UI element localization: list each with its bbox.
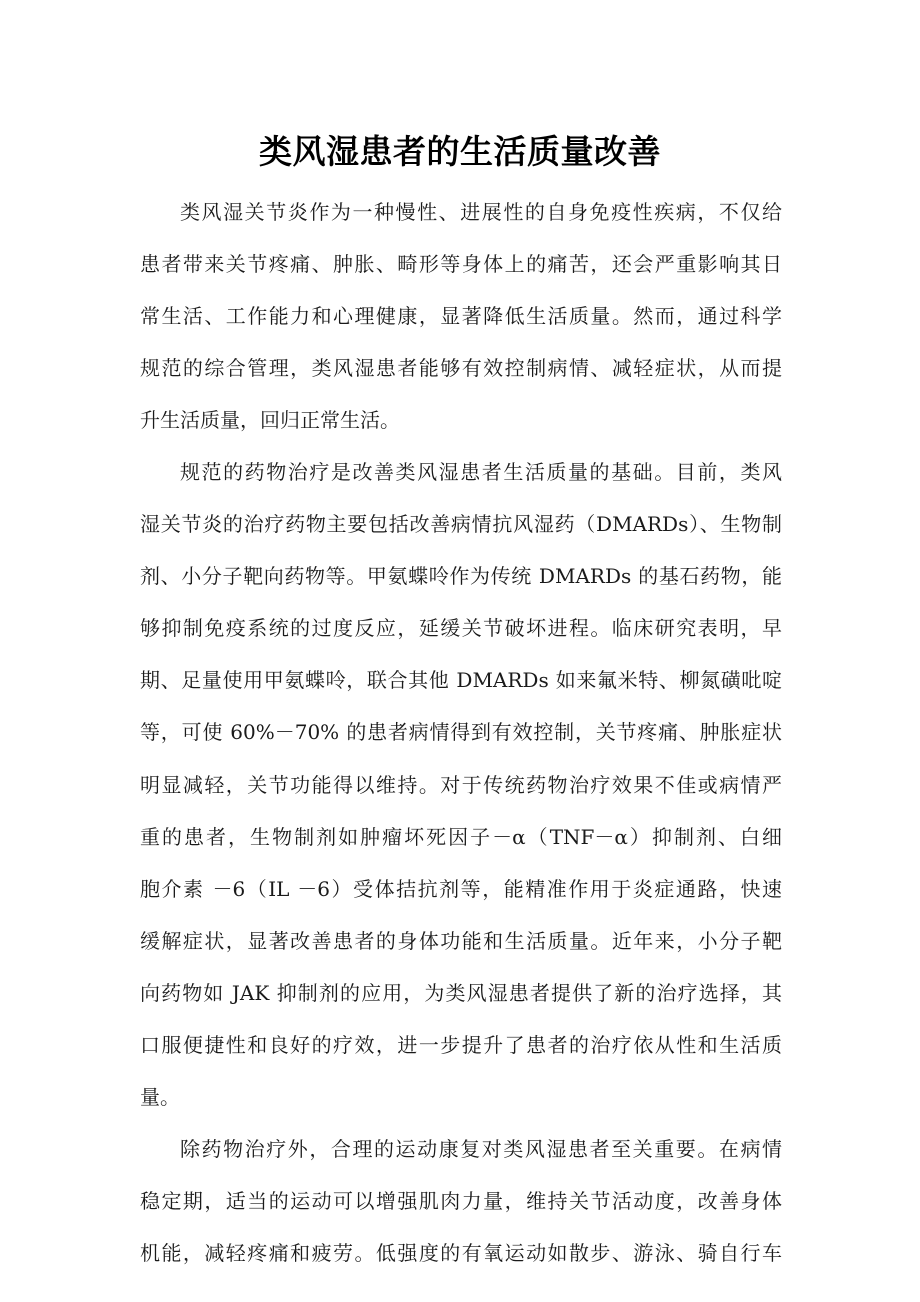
paragraph-2-line: 等，可使 60%－70% 的患者病情得到有效控制，关节疼痛、肿胀症状 <box>140 720 782 745</box>
paragraph-1-line: 类风湿关节炎作为一种慢性、进展性的自身免疫性疾病，不仅给 <box>180 200 782 224</box>
document-body <box>140 186 782 1279</box>
paragraph-2-line: 重的患者，生物制剂如肿瘤坏死因子－α（TNF－α）抑制剂、白细 <box>140 824 782 849</box>
paragraph-1-line: 常生活、工作能力和心理健康，显著降低生活质量。然而，通过科学 <box>140 304 782 329</box>
paragraph-2-line: 湿关节炎的治疗药物主要包括改善病情抗风湿药（DMARDs）、生物制 <box>140 512 782 537</box>
paragraph-2-line: 缓解症状，显著改善患者的身体功能和生活质量。近年来，小分子靶 <box>140 928 782 953</box>
paragraph-2-line: 明显减轻，关节功能得以维持。对于传统药物治疗效果不佳或病情严 <box>140 772 782 797</box>
paragraph-2-line: 够抑制免疫系统的过度反应，延缓关节破坏进程。临床研究表明，早 <box>140 616 782 641</box>
paragraph-3-line: 稳定期，适当的运动可以增强肌肉力量，维持关节活动度，改善身体 <box>140 1188 782 1213</box>
paragraph-1-line: 规范的综合管理，类风湿患者能够有效控制病情、减轻症状，从而提 <box>140 356 782 381</box>
paragraph-2-line: 规范的药物治疗是改善类风湿患者生活质量的基础。目前，类风 <box>180 460 782 485</box>
paragraph-2-line: 量。 <box>140 1084 180 1109</box>
paragraph-2-line: 剂、小分子靶向药物等。甲氨蝶呤作为传统 DMARDs 的基石药物，能 <box>140 564 782 589</box>
paragraph-3-line: 机能，减轻疼痛和疲劳。低强度的有氧运动如散步、游泳、骑自行车 <box>140 1240 782 1265</box>
paragraph-2-line: 胞介素 －6（IL －6）受体拮抗剂等，能精准作用于炎症通路，快速 <box>140 876 782 901</box>
page-title: 类风湿患者的生活质量改善 <box>259 132 661 171</box>
paragraph-2-line: 向药物如 JAK 抑制剂的应用，为类风湿患者提供了新的治疗选择，其 <box>140 980 782 1005</box>
paragraph-3-line: 除药物治疗外，合理的运动康复对类风湿患者至关重要。在病情 <box>180 1136 782 1161</box>
paragraph-1-line: 升生活质量，回归正常生活。 <box>140 408 400 433</box>
paragraph-2-line: 口服便捷性和良好的疗效，进一步提升了患者的治疗依从性和生活质 <box>140 1032 782 1057</box>
paragraph-2-line: 期、足量使用甲氨蝶呤，联合其他 DMARDs 如来氟米特、柳氮磺吡啶 <box>140 668 782 693</box>
paragraph-1-line: 患者带来关节疼痛、肿胀、畸形等身体上的痛苦，还会严重影响其日 <box>140 252 782 277</box>
